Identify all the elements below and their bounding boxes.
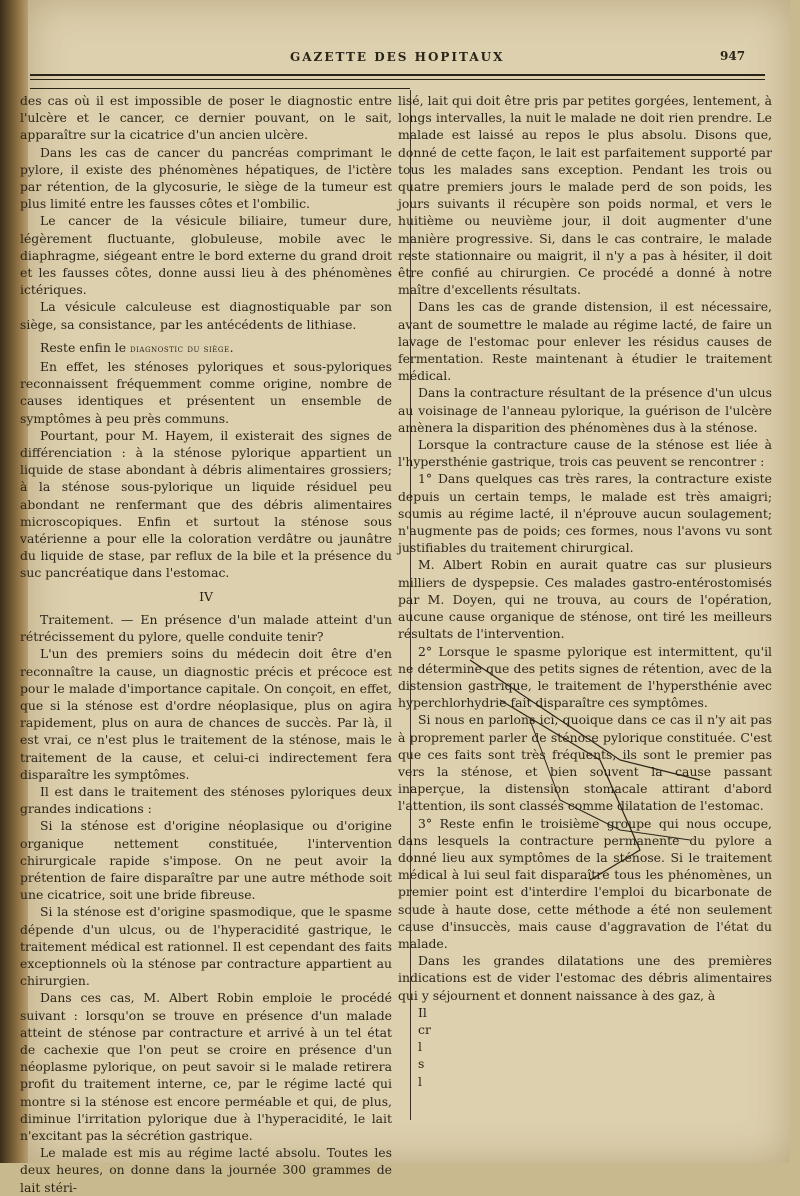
- paragraph-diagnostic-siege: [20, 339, 392, 358]
- paragraph: 2° Lorsque le spasme pylorique est intermittent, qu'il ne détermine que des petits signes de rétention, avec de la distension gastrique, le traitement de l'hypersthénie avec hyperchlorhydrie fait disparaître ces symptômes.: [398, 643, 772, 711]
- run-in-heading: Traitement.: [40, 611, 114, 627]
- text: .: [229, 339, 234, 355]
- text: — En présence d'un malade atteint d'un rétrécissement du pylore, quelle conduite tenir?: [20, 611, 392, 645]
- section-heading: IV: [199, 588, 213, 604]
- fragment-line: cr: [418, 1021, 431, 1037]
- paragraph: Dans ces cas, M. Albert Robin emploie le procédé suivant : lorsqu'on se trouve en présence d'un malade atteint de sténose par contracture et arrivé à un tel état de cachexie que l'on peut se croire en présence d'un néoplasme pylorique, on peut savoir si le malade retirera profit du traitement interne, ce, par le régime lacté qui montre si la sténose est encore perméable et qui, de plus, diminue l'irritation pylorique due à l'hyperacidité, le lait n'excitant pas la sécrétion gastrique.: [20, 990, 392, 1143]
- paragraph: Le malade est mis au régime lacté absolu. Toutes les deux heures, on donne dans la journée 300 grammes de lait stéri-: [20, 1145, 392, 1195]
- page-number: 947: [720, 49, 746, 63]
- right-column: [398, 92, 772, 1090]
- paragraph: Pourtant, pour M. Hayem, il existerait des signes de différenciation : à la sténose pylorique appartient un liquide de stase abondant à débris alimentaires grossiers; à la sténose sous-pylorique un liquide résiduel peu abondant ne renfermant que des débris alimentaires microscopiques. Enfin et surtout la sténose sous vatérienne a pour elle la coloration verdâtre ou jaunâtre du liquide de stase, par reflux de la bile et la présence du suc pancréatique dans l'estomac.: [20, 427, 392, 581]
- text: Reste enfin le: [40, 339, 131, 355]
- paragraph: lisé, lait qui doit être pris par petites gorgées, lentement, à longs intervalles, la nuit le malade ne doit rien prendre. Le malade est laissé au repos le plus absolu. Disons que, donné de cette façon, le lait est parfaitement supporté par tous les malades sans exception. Pendant les trois ou quatre premiers jours le malade perd de son poids, les jours suivants il récupère son poids normal, et vers le huitième ou neuvième jour, il doit augmenter d'une manière progressive. Si, dans le cas contraire, le malade reste stationnaire ou maigrit, il n'y a pas à hésiter, il doit être confié au chirurgien. Ce procédé a donné à notre maître d'excellents résultats.: [398, 93, 772, 298]
- paragraph: L'un des premiers soins du médecin doit être d'en reconnaître la cause, un diagnostic précis et précoce est pour le malade d'importance capitale. On conçoit, en effet, que si la sténose est d'ordre néoplasique, plus on agira rapidement, plus on aura de chances de succès. Par là, il est vrai, ce n'est plus le traitement de la sténose, mais le traitement de la cause, et celui-ci indirectement fera disparaître les symptômes.: [20, 646, 392, 782]
- paragraph: Dans la contracture résultant de la présence d'un ulcus au voisinage de l'anneau pylorique, la guérison de l'ulcère amènera la disparition des phénomènes dus à la sténose.: [398, 385, 772, 435]
- paragraph: Dans les cas de grande distension, il est nécessaire, avant de soumettre le malade au régime lacté, de faire un lavage de l'estomac pour enlever les résidus causes de fermentation. Reste maintenant à étudier le traitement médical.: [398, 299, 772, 384]
- paragraph: Il est dans le traitement des sténoses pyloriques deux grandes indications :: [20, 783, 392, 817]
- paragraph: 3° Reste enfin le troisième groupe qui nous occupe, dans lesquels la contracture permanente du pylore a donné lieu aux symptômes de la sténose. Si le traitement médical à lui seul fait disparaître tous les phénomènes, un premier point est d'interdire l'emploi du bicarbonate de soude à haute dose, cette méthode a été non seulement cause d'insuccès, mais cause d'aggravation de l'état du malade.: [398, 815, 772, 951]
- paragraph: Si la sténose est d'origine spasmodique, que le spasme dépende d'un ulcus, ou de l'hyperacidité gastrique, le traitement médical est rationnel. Il est cependant des faits exceptionnels où la sténose par contracture appartient au chirurgien.: [20, 904, 392, 989]
- paragraph: Si la sténose est d'origine néoplasique ou d'origine organique nettement constituée, l'intervention chirurgicale rapide s'impose. On ne peut avoir la prétention de faire disparaître par une autre méthode soit une cicatrice, soit une bride fibreuse.: [20, 818, 392, 903]
- paragraph: Lorsque la contracture cause de la sténose est liée à l'hypersthénie gastrique, trois cas peuvent se rencontrer :: [398, 437, 772, 470]
- fragment-line: Il: [418, 1004, 427, 1020]
- fragment-line: l: [418, 1039, 422, 1055]
- small-caps-heading: diagnostic du siège: [130, 342, 230, 355]
- fragment-line: s: [418, 1056, 425, 1072]
- fragment-line: l: [418, 1073, 422, 1089]
- running-header-title: GAZETTE DES HOPITAUX: [290, 50, 505, 64]
- paragraph-traitement: [20, 611, 392, 645]
- paragraph: Dans les grandes dilatations une des premières indications est de vider l'estomac des débris alimentaires qui y séjournent et donnent naissance à des gaz, à: [398, 953, 772, 1003]
- paragraph: Si nous en parlons ici, quoique dans ce cas il n'y ait pas à proprement parler de sténose pylorique constituée. C'est que ces faits sont très fréquents, ils sont le premier pas vers la sténose, et bien souvent la cause passant inaperçue, la distension stomacale attirant d'abord l'attention, ils sont classés comme dilatation de l'estomac.: [398, 712, 772, 814]
- header-rule-thick: [30, 74, 765, 76]
- paragraph: Le cancer de la vésicule biliaire, tumeur dure, légèrement fluctuante, globuleuse, mobile avec le diaphragme, siégeant entre le bord externe du grand droit et les fausses côtes, donne aussi lieu à des phénomènes ictériques.: [20, 213, 392, 298]
- paragraph: En effet, les sténoses pyloriques et sous-pyloriques reconnaissent fréquemment comme origine, nombre de causes identiques et présentent un ensemble de symptômes à peu près communs.: [20, 359, 392, 426]
- paragraph: M. Albert Robin en aurait quatre cas sur plusieurs milliers de dyspepsie. Ces malades gastro-entérostomisés par M. Doyen, qui ne trouva, au cours de l'opération, aucune cause organique de sténose, ont tiré les meilleurs résultats de l'intervention.: [398, 557, 772, 642]
- paragraph: des cas où il est impossible de poser le diagnostic entre l'ulcère et le cancer, ce dernier pouvant, on le sait, apparaître sur la cicatrice d'un ancien ulcère.: [20, 93, 392, 143]
- column-top-rule: [30, 88, 410, 89]
- paragraph: La vésicule calculeuse est diagnostiquable par son siège, sa consistance, par les antécédents de lithiase.: [20, 299, 392, 332]
- paragraph: 1° Dans quelques cas très rares, la contracture existe depuis un certain temps, le malade est très amaigri; soumis au régime lacté, il n'éprouve aucun soulagement; n'augmente pas de poids; ces formes, nous l'avons vu sont justifiables du traitement chirurgical.: [398, 471, 772, 556]
- header-rule-thin: [30, 79, 765, 80]
- paragraph: Dans les cas de cancer du pancréas comprimant le pylore, il existe des phénomènes hépatiques, de l'ictère par rétention, de la glycosurie, le siège de la tumeur est plus limité entre les fausses côtes et l'ombilic.: [20, 144, 392, 212]
- left-column: [20, 92, 392, 1196]
